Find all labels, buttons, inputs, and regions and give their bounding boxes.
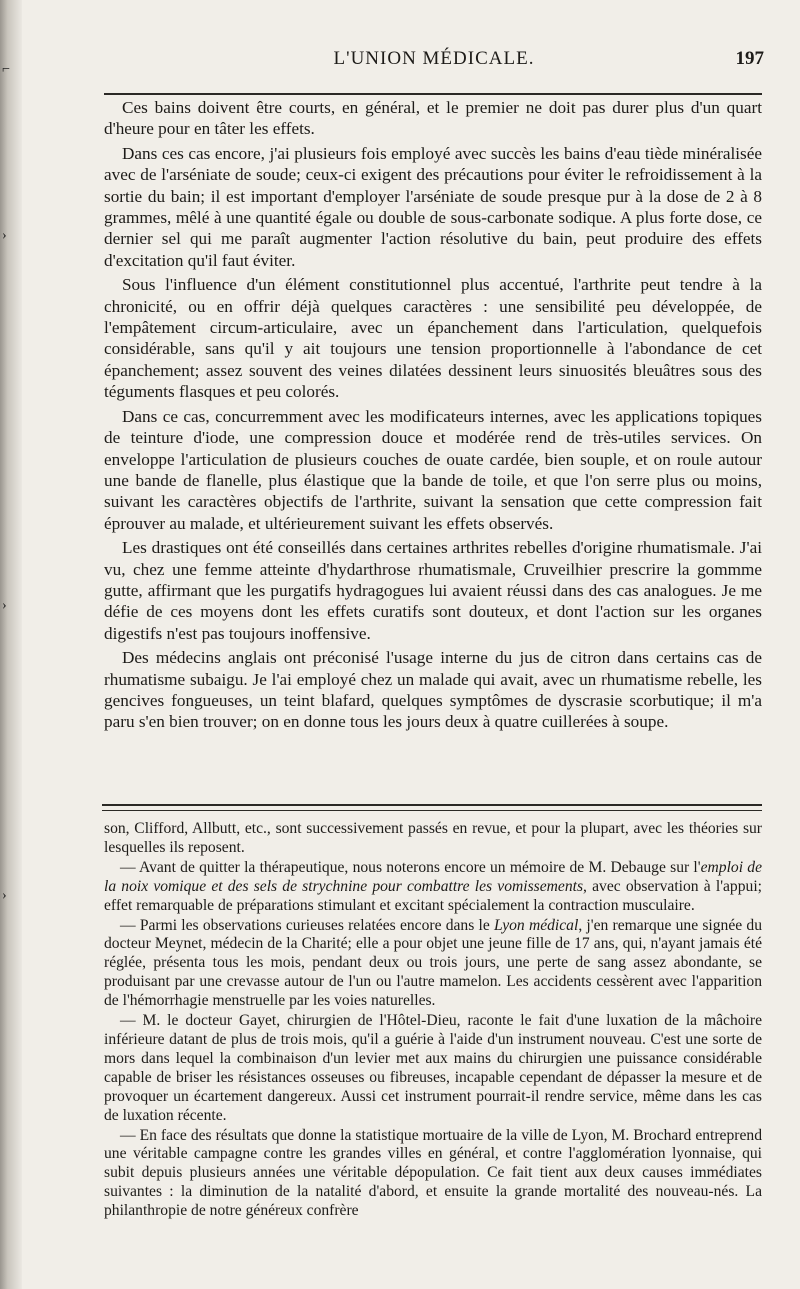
paragraph: Dans ce cas, concurremment avec les modificateurs internes, avec les applications topiques de teinture d'iode, une compression douce et modérée rend de très-utiles services. On enveloppe l'articulation de plusieurs couches de ouate cardée, bien souple, et on roule autour une bande de flanelle, plus élastique que la bande de toile, et que l'on serre plus ou moins, suivant les caractères objectifs de l'arthrite, suivant la sensation que cette compression fait éprouver au malade, et ultérieurement suivant les effets observés. [104, 406, 762, 533]
feuilleton-paragraph: — En face des résultats que donne la statistique mortuaire de la ville de Lyon, M. Brochard entreprend une véritable campagne contre les grandes villes en général, et contre l'agglomération lyonnaise, qui subit depuis plusieurs années une véritable dépopulation. Ce fait tient aux deux causes immédiates suivantes : la diminution de la natalité d'abord, et ensuite la grande mortalité des nouveau-nés. La philanthropie de notre généreux confrère [104, 1126, 762, 1220]
paragraph: Des médecins anglais ont préconisé l'usage interne du jus de citron dans certains cas de rhumatisme subaigu. Je l'ai employé chez un malade qui avait, avec un rhumatisme rebelle, les gencives fongueuses, un teint blafard, quelques symptômes de dyscrasie scorbutique; il m'a paru s'en bien trouver; on en donne tous les jours deux à quatre cuillerées à soupe. [104, 648, 762, 732]
binding-mark: ⌐ [2, 62, 10, 77]
paragraph: Les drastiques ont été conseillés dans certaines arthrites rebelles d'origine rhumatismale. J'ai vu, chez une femme atteinte d'hydarthrose rhumatismale, Cruveilhier prescrire la gommme gutte, affirmant que les purgatifs hydragogues lui avaient réussi dans des cas analogues. Je me défie de ces moyens dont les effets curatifs sont douteux, et dont l'action sur les organes digestifs n'est pas toujours inoffensive. [104, 538, 762, 643]
text-run: , j'en remarque une signée du docteur Meynet, médecin de la Charité; elle a pour objet une jeune fille de 17 ans, qui, n'ayant jamais été réglée, présenta tous les mois, pendant deux ou trois jours, une perte de sang assez abondante, se produisant par une crevasse autour de l'un ou l'autre mamelon. Les accidents cessèrent avec l'apparition de l'hémorrhagie menstruelle par les voies naturelles. [104, 916, 762, 1010]
paragraph: Dans ces cas encore, j'ai plusieurs fois employé avec succès les bains d'eau tiède minéralisée avec de l'arséniate de soude; ceux-ci exigent des précautions pour éviter le refroidissement à la sortie du bain; il est important d'employer l'arséniate de soude presque pur à la dose de 2 à 8 grammes, mêlé à une quantité égale ou double de sous-carbonate sodique. A plus forte dose, ce dernier sel qui me paraît augmenter l'action résolutive du bain, peut produire des effets d'excitation qu'il faut éviter. [104, 143, 762, 270]
paragraph: Sous l'influence d'un élément constitutionnel plus accentué, l'arthrite peut tendre à la chronicité, ou en offrir déjà quelques caractères : une sensibilité peu développée, de l'empâtement circum-articulaire, avec un épanchement dans l'articulation, quelquefois considérable, sans qu'il y ait toujours une tension proportionnelle à l'abondance de cet épanchement; assez souvent des veines dilatées dessinent leurs sinuosités bleuâtres sous des téguments flasques et peu colorés. [104, 275, 762, 402]
paragraph: Ces bains doivent être courts, en général, et le premier ne doit pas durer plus d'un quart d'heure pour en tâter les effets. [104, 98, 762, 139]
header-rule [104, 93, 762, 95]
binding-mark: › [2, 228, 7, 243]
main-text [104, 97, 762, 733]
feuilleton-paragraph: — M. le docteur Gayet, chirurgien de l'Hôtel-Dieu, raconte le fait d'une luxation de la mâchoire inférieure datant de plus de trois mois, qu'il a guérie à l'aide d'un instrument nouveau. C'est une sorte de mors dans lequel la combinaison d'un levier met aux mains du chirurgien une puissance considérable capable de briser les résistances osseuses ou fibreuses, incapable cependant de dépasser la mesure et de provoquer un écartement dangereux. Aussi cet instrument pourrait-il rendre service, même dans les cas de luxation récente. [104, 1012, 762, 1124]
italic-journal-name: Lyon médical [494, 916, 579, 934]
italic-title: emploi de la noix vomique et des sels de strychnine pour combattre les vomissements [104, 858, 762, 895]
feuilleton-separator [102, 804, 762, 811]
feuilleton-paragraph [104, 859, 762, 916]
feuilleton-paragraph [104, 917, 762, 1012]
text-run: — Avant de quitter la thérapeutique, nous noterons encore un mémoire de M. Debauge sur l' [120, 858, 701, 876]
feuilleton-paragraph: son, Clifford, Allbutt, etc., sont successivement passés en revue, et pour la plupart, avec les théories sur lesquelles ils reposent. [104, 820, 762, 856]
binding-mark: › [2, 598, 7, 613]
binding-mark: › [2, 888, 7, 903]
page-number: 197 [735, 48, 764, 69]
binding-edge [0, 0, 22, 1289]
running-title: L'UNION MÉDICALE. [333, 48, 535, 69]
feuilleton-text [104, 820, 762, 1221]
text-run: , avec observation à l'appui; effet remarquable de préparations stimulant et excitant spécialement la contraction musculaire. [104, 877, 762, 914]
page-header [104, 48, 764, 78]
text-run: — Parmi les observations curieuses relatées encore dans le [120, 916, 494, 934]
